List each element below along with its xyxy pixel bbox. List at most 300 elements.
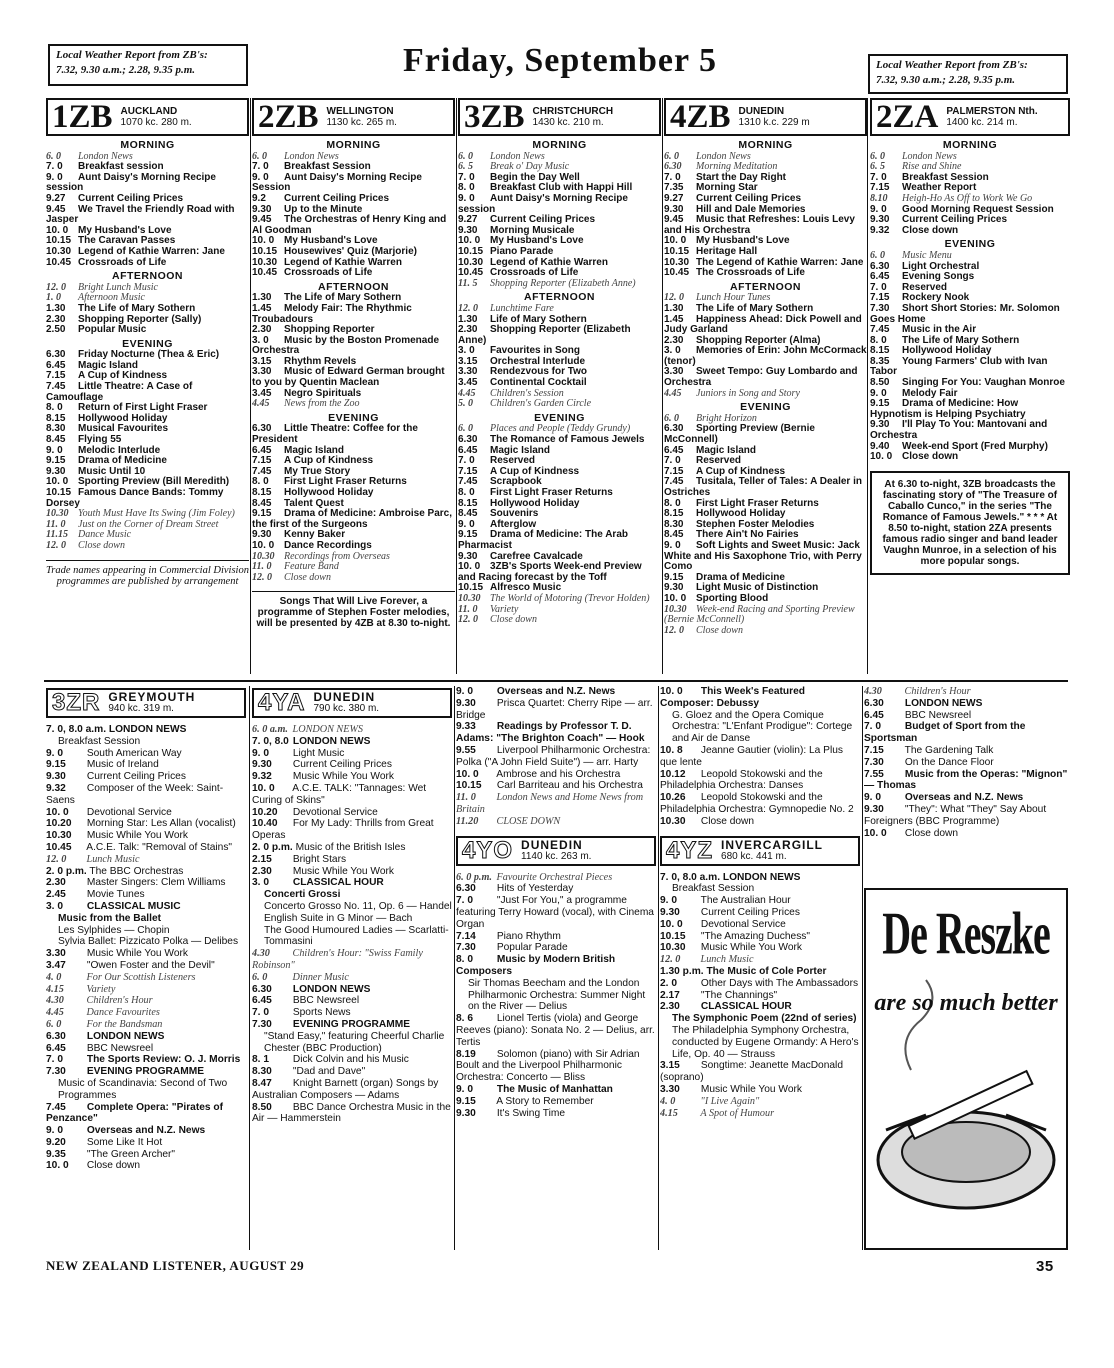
programme-time: 9.30 — [660, 906, 680, 918]
programme-title: Crossroads of Life — [284, 267, 373, 279]
station-callsign: 3ZB — [464, 99, 525, 135]
programme-title: Continental Cocktail — [490, 377, 587, 389]
station-column-4ya — [252, 686, 452, 1250]
footer-publication: NEW ZEALAND LISTENER, AUGUST 29 — [46, 1258, 305, 1273]
station-city: DUNEDIN — [521, 837, 583, 852]
programme-time: 6.45 — [664, 444, 684, 456]
programme-title: I'll Play To You: Mantovani and Orchestra — [870, 419, 1048, 442]
programme-title: Aunt Daisy's Morning Recipe Session — [252, 171, 422, 194]
programme-time: 1. 0 — [46, 292, 61, 304]
programme-item — [46, 283, 249, 294]
section-heading: MORNING — [326, 139, 381, 151]
programme-title: The Romance of Famous Jewels — [490, 434, 645, 446]
programme-title: This Week's Featured Composer: Debussy — [660, 686, 805, 709]
programme-time: 12. 0 — [46, 281, 66, 293]
programme-time: 3.47 — [46, 959, 66, 971]
station-info — [533, 106, 614, 128]
programme-title: LONDON NEWS — [904, 697, 983, 709]
programme-item — [46, 1137, 246, 1149]
programme-item — [46, 173, 249, 194]
programme-time: 8.50 — [252, 1101, 272, 1113]
programme-item — [46, 1160, 246, 1172]
programme-time: 9.30 — [456, 697, 476, 709]
programme-title: First Light Fraser Returns — [696, 497, 819, 509]
programme-title: Shopping Reporter — [284, 324, 375, 336]
programme-title: Crossroads of Life — [78, 256, 167, 268]
programme-title: G. Gloez and the Opera Comique Orchestra: "L'Enfant Prodigue": Cortege and Air de Danse — [672, 709, 853, 745]
programme-title: Music While You Work — [700, 942, 803, 954]
programme-title: Music that Refreshes: Louis Levy and His Orchestra — [664, 214, 855, 236]
station-city: GREYMOUTH — [108, 690, 196, 704]
programme-item — [870, 399, 1070, 420]
programme-item — [46, 866, 246, 878]
programme-time: 10.30 — [458, 592, 481, 604]
programme-time: 9.15 — [46, 759, 66, 771]
station-info — [327, 106, 397, 128]
station-header-3zr — [46, 688, 246, 718]
programme-title: Heigh-Ho As Off to Work We Go — [902, 192, 1033, 204]
programme-item — [252, 818, 452, 842]
programme-time: 10.30 — [660, 815, 686, 827]
programme-title: Hits of Yesterday — [496, 883, 574, 895]
programme-title: Sports News — [292, 1007, 351, 1019]
programme-title: The Good Humoured Ladies — Scarlatti-Tommasini — [264, 924, 449, 948]
programme-time: 10. 0 — [252, 235, 275, 247]
programme-title: Legend of Kathie Warren — [284, 256, 402, 268]
programme-title: The Symphonic Poem (22nd of series) — [672, 1013, 857, 1025]
programme-item — [660, 1084, 860, 1096]
station-info — [739, 106, 810, 128]
programme-title: LONDON NEWS — [292, 983, 371, 995]
programme-item — [660, 872, 860, 884]
programme-time: 6.45 — [252, 995, 272, 1007]
programme-time: 10.20 — [46, 818, 72, 830]
programme-title: BBC Dance Orchestra Music in the Air — Hammerstein — [252, 1101, 451, 1125]
programme-time: 3.15 — [252, 355, 272, 367]
programme-item — [252, 866, 452, 878]
programme-title: Sporting Preview (Bill Meredith) — [78, 476, 230, 488]
programme-item — [46, 854, 246, 866]
programme-time: 7. 0 — [46, 1054, 63, 1066]
programme-title: The Life of Mary Sothern — [78, 302, 196, 314]
programme-time: 7.45 — [664, 476, 684, 488]
programme-time: 10. 0 — [864, 827, 887, 839]
programme-item — [252, 562, 455, 573]
programme-title: Solomon (piano) with Sir Adrian Boult and the Liverpool Philharmonic Orchestra: Concerto — Bliss — [456, 1048, 640, 1084]
programme-item — [870, 442, 1070, 453]
programme-title: Light Orchestral — [902, 260, 980, 272]
station-column-2za — [870, 98, 1070, 674]
programme-time: 7.30 — [870, 302, 890, 314]
programme-item — [456, 745, 656, 769]
programme-item — [456, 816, 656, 828]
programme-item — [458, 194, 661, 215]
programme-item — [664, 236, 867, 247]
programme-item — [664, 215, 867, 236]
station-note: Songs That Will Live Forever, a programme of Stephen Foster melodies, will be presented by 4ZB at 8.30 to-night. — [252, 591, 455, 629]
programme-item — [870, 378, 1070, 389]
programme-title: Devotional Service — [86, 806, 172, 818]
programme-title: Little Theatre: A Case of Camouflage — [46, 381, 193, 403]
programme-title: Talent Quest — [284, 497, 344, 509]
programme-item — [870, 357, 1070, 378]
programme-time: 7. 0 — [870, 171, 887, 183]
programme-time: 6. 5 — [870, 161, 885, 173]
programme-title: Master Singers: Clem Williams — [86, 877, 226, 889]
station-note: At 6.30 to-night, 3ZB broadcasts the fascinating story of "The Treasure of Caballo Cunco," in the series "The Romance of Famous Jewels." * * * At 8.50 to-night, station 2ZA presents famous radio singer and band leader Vaughn Munroe, in a selection of his more popular songs. — [870, 471, 1070, 575]
programme-title: Current Ceiling Prices — [696, 192, 802, 204]
programme-item — [660, 954, 860, 966]
programme-time: 9.30 — [46, 771, 66, 783]
programme-item — [660, 1013, 860, 1025]
programme-title: A Spot of Humour — [700, 1107, 775, 1119]
programme-time: 10.30 — [458, 256, 484, 268]
programme-title: Musical Favourites — [78, 423, 169, 435]
programme-time: 3. 0 — [458, 345, 475, 357]
weather-box-left — [48, 44, 248, 86]
programme-item — [458, 594, 661, 605]
programme-title: LONDON NEWS — [292, 735, 371, 747]
programme-item — [456, 721, 656, 745]
station-callsign: 2ZB — [258, 99, 319, 135]
programme-title: Current Ceiling Prices — [700, 906, 800, 918]
programme-title: A.C.E. TALK: "Tannages: Wet Curing of Skins" — [252, 782, 427, 806]
programme-time: 9.45 — [664, 214, 684, 226]
programme-title: Begin the Day Well — [490, 171, 580, 183]
programme-title: "Stand Easy," featuring Cheerful Charlie Chester (BBC Production) — [264, 1030, 445, 1054]
programme-title: Devotional Service — [700, 918, 786, 930]
programme-time: 12. 0 — [252, 571, 272, 583]
programme-time: 7.15 — [870, 292, 890, 304]
programme-title: The Music of Cole Porter — [706, 965, 827, 977]
programme-time: 8. 0 — [870, 334, 887, 346]
programme-title: Breakfast Session — [672, 883, 755, 895]
station-header — [664, 98, 867, 136]
programme-title: Music While You Work — [292, 771, 395, 783]
programme-item — [252, 913, 452, 925]
programme-time: 8. 0 — [458, 487, 475, 498]
programme-title: LONDON NEWS — [86, 1030, 165, 1042]
column-rule — [658, 686, 659, 1250]
programme-item — [456, 1084, 656, 1096]
programme-time: 9.33 — [456, 721, 476, 733]
programme-item — [46, 759, 246, 771]
programme-time: 12. 0 — [46, 539, 66, 551]
programme-item — [664, 268, 867, 279]
programme-title: Dance Recordings — [284, 539, 372, 551]
column-rule — [662, 98, 663, 674]
programme-time: 2.45 — [46, 889, 66, 901]
programme-time: 7.30 — [252, 1018, 272, 1030]
programme-item — [46, 736, 246, 748]
programme-item — [252, 1078, 452, 1102]
programme-title: Little Theatre: Coffee for the President — [252, 423, 418, 446]
programme-title: Close down — [700, 815, 755, 827]
programme-item — [46, 488, 249, 509]
programme-time: 1.30 — [252, 292, 272, 304]
station-city: PALMERSTON Nth. — [946, 106, 1038, 117]
programme-item — [458, 435, 661, 446]
programme-time: 9.32 — [46, 782, 66, 794]
station-frequency: 1130 kc. 265 m. — [326, 117, 397, 128]
programme-time: 6.30 — [458, 434, 478, 446]
programme-item — [458, 562, 661, 583]
programme-item — [664, 367, 867, 388]
programme-time: 8.45 — [664, 529, 684, 541]
programme-item — [456, 954, 656, 978]
programme-title: For Our Scottish Listeners — [86, 971, 196, 983]
programme-item — [456, 942, 656, 954]
programme-time: 9. 0 — [870, 387, 887, 399]
programme-item — [864, 769, 1068, 793]
programme-time: 7. 0, 8.0 — [252, 735, 289, 747]
programme-title: A Story to Remember — [496, 1095, 594, 1107]
programme-time: 10. 0 — [252, 782, 275, 794]
programme-title: We Travel the Friendly Road with Jasper — [46, 203, 235, 226]
programme-item — [458, 279, 661, 290]
programme-title: Drama of Medicine — [696, 571, 785, 583]
programme-time: 9. 0 — [46, 747, 63, 759]
programme-title: The Crossroads of Life — [696, 267, 805, 279]
programme-time: 8.30 — [252, 1066, 272, 1078]
programme-title: Shopping Reporter (Elizabeth Anne) — [490, 277, 636, 289]
programme-time: 9.30 — [664, 203, 684, 215]
station-column-2zb — [252, 98, 455, 674]
programme-item — [46, 315, 249, 326]
programme-item — [46, 818, 246, 830]
programme-item — [870, 420, 1070, 441]
programme-title: Legend of Kathie Warren — [490, 256, 608, 268]
programme-time: 8.45 — [46, 434, 66, 446]
weather-left-line1: Local Weather Report from ZB's: — [56, 49, 208, 61]
programme-item — [252, 456, 455, 467]
programme-title: Close down — [490, 614, 537, 626]
column-rule — [862, 686, 863, 1250]
programme-time: 10.30 — [664, 256, 690, 268]
programme-time: 6.45 — [46, 1042, 66, 1054]
section-heading: MORNING — [532, 139, 587, 151]
programme-time: 9.30 — [252, 759, 272, 771]
programme-time: 10. 0 — [46, 806, 69, 818]
programme-time: 6.45 — [46, 359, 66, 371]
station-frequency: 1430 kc. 210 m. — [532, 117, 604, 128]
programme-title: Hollywood Holiday — [490, 497, 580, 509]
programme-title: Music Until 10 — [78, 465, 146, 477]
programme-title: Readings by Professor T. D. Adams: "The Brighton Coach" — Hook — [456, 721, 645, 745]
programme-time: 4.30 — [864, 686, 882, 697]
ad-brand: De Reszke — [882, 899, 1050, 967]
programme-title: Piano Rhythm — [496, 930, 561, 942]
programme-time: 6.30 — [46, 1030, 66, 1042]
programme-item — [46, 205, 249, 226]
column-rule — [454, 686, 455, 1250]
programme-title: The Life of Mary Sothern — [696, 302, 814, 314]
station-info — [521, 837, 592, 862]
programme-title: CLASSICAL MUSIC — [86, 900, 181, 912]
column-4yo-4yz — [660, 686, 860, 1250]
programme-item — [46, 771, 246, 783]
programme-title: Lunch Music — [86, 853, 140, 865]
programme-time: 6. 0 — [46, 150, 61, 162]
programme-item — [252, 1019, 452, 1031]
programme-time: 2.30 — [252, 324, 272, 336]
programme-time: 10.30 — [252, 256, 278, 268]
programme-title: Housewives' Quiz (Marjorie) — [284, 245, 417, 257]
programme-item — [252, 509, 455, 530]
programme-time: 9.15 — [458, 529, 478, 541]
programme-time: 3. 0 — [664, 345, 681, 357]
programme-item — [870, 215, 1070, 226]
programme-title: Music of Scandinavia: Second of Two Programmes — [58, 1077, 228, 1101]
programme-title: "Owen Foster and the Devil" — [86, 959, 215, 971]
programme-time: 3.30 — [660, 1083, 680, 1095]
programme-title: Children's Hour: "Swiss Family Robinson" — [252, 948, 423, 971]
programme-item — [660, 1096, 860, 1108]
programme-item — [46, 913, 246, 925]
programme-time: 7.30 — [46, 1066, 66, 1078]
station-info — [721, 837, 824, 862]
programme-item — [660, 1025, 860, 1060]
station-column-3zr — [46, 686, 246, 1250]
programme-title: First Light Fraser Returns — [284, 476, 407, 488]
programme-title: Music While You Work — [292, 865, 395, 877]
programme-time: 7.45 — [458, 476, 478, 488]
programme-item — [46, 830, 246, 842]
programme-title: Music from the Ballet — [58, 912, 162, 924]
programme-time: 7. 0 — [46, 161, 63, 173]
programme-title: The Australian Hour — [700, 895, 791, 907]
programme-title: Complete Opera: "Pirates of Penzance" — [46, 1101, 224, 1125]
programme-time: 6.30 — [252, 423, 272, 435]
programme-item — [864, 698, 1068, 710]
station-note: Trade names appearing in Commercial Division programmes are published by arrangement — [46, 560, 249, 587]
section-heading: AFTERNOON — [112, 270, 183, 283]
programme-time: 2. 0 — [660, 977, 677, 989]
programme-time: 1.45 — [252, 302, 272, 314]
programme-item — [456, 769, 656, 781]
programme-title: Current Ceiling Prices — [86, 771, 186, 783]
programme-item — [46, 541, 249, 552]
programme-time: 7.45 — [46, 381, 66, 393]
programme-title: Afterglow — [490, 518, 537, 530]
programme-item — [864, 745, 1068, 757]
programme-time: 2. 0 p.m. — [252, 841, 293, 853]
programme-item — [664, 626, 867, 637]
programme-title: "The Green Archer" — [86, 1148, 176, 1160]
programme-time: 7. 0 — [456, 895, 473, 907]
programme-item — [660, 883, 860, 895]
station-header — [252, 98, 455, 136]
programme-title: The Gardening Talk — [904, 744, 994, 756]
programme-item — [660, 745, 860, 769]
programme-title: Variety — [86, 983, 116, 995]
programme-time: 9.30 — [864, 803, 884, 815]
programme-title: Magic Island — [78, 359, 139, 371]
programme-item — [252, 488, 455, 499]
station-callsign: 4YO — [462, 836, 514, 864]
station-frequency: 1140 kc. 263 m. — [521, 850, 592, 862]
programme-title: On the Dance Floor — [904, 756, 994, 768]
programme-title: The Life of Mary Sothern — [284, 292, 402, 304]
programme-title: Liverpool Philharmonic Orchestra: Polka ("A John Field Suite") — arr. Harty — [456, 744, 651, 768]
programme-item — [660, 1060, 860, 1084]
programme-item — [46, 424, 249, 435]
programme-item — [456, 1013, 656, 1048]
programme-title: Close down — [78, 539, 125, 551]
programme-time: 10.45 — [46, 256, 72, 268]
programme-title: Famous Dance Bands: Tommy Dorsey — [46, 487, 224, 509]
programme-time: 12. 0 — [664, 292, 684, 304]
programme-title: Melodic Interlude — [78, 444, 161, 456]
programme-title: Overseas and N.Z. News — [496, 686, 616, 697]
programme-item — [252, 948, 452, 972]
programme-item — [46, 972, 246, 984]
programme-time: 10.30 — [660, 942, 686, 954]
programme-time: 6.30 — [664, 161, 682, 173]
programme-title: Just on the Corner of Dream Street — [78, 518, 219, 530]
programme-item — [252, 877, 452, 889]
programme-time: 7.15 — [870, 182, 890, 194]
station-callsign: 2ZA — [876, 99, 939, 135]
programme-time: 7. 0, 8.0 a.m. — [660, 871, 721, 883]
programme-time: 2.30 — [664, 334, 684, 346]
programme-title: Drama of Medicine: The Arab Pharmacist — [458, 529, 628, 551]
programme-time: 10.15 — [458, 582, 484, 594]
programme-item — [46, 1125, 246, 1137]
programme-title: Children's Session — [490, 387, 564, 399]
programme-time: 6. 0 — [870, 150, 885, 162]
programme-time: 6.30 — [864, 697, 884, 709]
programme-title: Music While You Work — [86, 830, 189, 842]
programme-time: 10. 0 — [252, 539, 275, 551]
programme-item — [864, 686, 1068, 698]
programme-time: 9.30 — [252, 203, 272, 215]
programme-title: For the Bandsman — [86, 1018, 163, 1030]
programme-item — [46, 1019, 246, 1031]
programme-title: Close down — [284, 571, 331, 583]
programme-item — [252, 304, 455, 325]
programme-title: Morning Star: Les Allan (vocalist) — [86, 818, 236, 830]
weather-box-right — [868, 54, 1068, 94]
programme-title: LONDON NEWS — [722, 871, 801, 883]
programme-item — [664, 605, 867, 626]
programme-title: A Cup of Kindness — [78, 370, 168, 382]
programme-time: 8.45 — [252, 497, 272, 509]
programme-time: 8.10 — [870, 192, 888, 204]
programme-time: 3.30 — [664, 366, 684, 378]
ad-tagline: are so much better — [874, 990, 1058, 1016]
programme-title: CLASSICAL HOUR — [292, 877, 384, 889]
programme-title: Morning Meditation — [696, 161, 778, 173]
programme-time: 9.15 — [456, 1095, 476, 1107]
programme-title: Dick Colvin and his Music — [292, 1054, 409, 1066]
programme-title: Overseas and N.Z. News — [904, 792, 1024, 804]
programme-title: Break o' Day Music — [490, 161, 570, 173]
programme-time: 9.15 — [664, 571, 684, 583]
section-heading: EVENING — [534, 411, 585, 424]
programme-item — [870, 272, 1070, 283]
programme-item — [864, 792, 1068, 804]
programme-item — [46, 520, 249, 531]
programme-time: 11.20 — [456, 815, 479, 827]
programme-time: 8. 0 — [252, 476, 269, 488]
station-info — [121, 106, 192, 128]
programme-title: Hollywood Holiday — [696, 508, 786, 520]
programme-item — [46, 1031, 246, 1043]
programme-time: 10.15 — [458, 245, 484, 257]
programme-time: 9. 0 — [456, 1083, 473, 1095]
programme-title: Bright Horizon — [696, 412, 757, 424]
